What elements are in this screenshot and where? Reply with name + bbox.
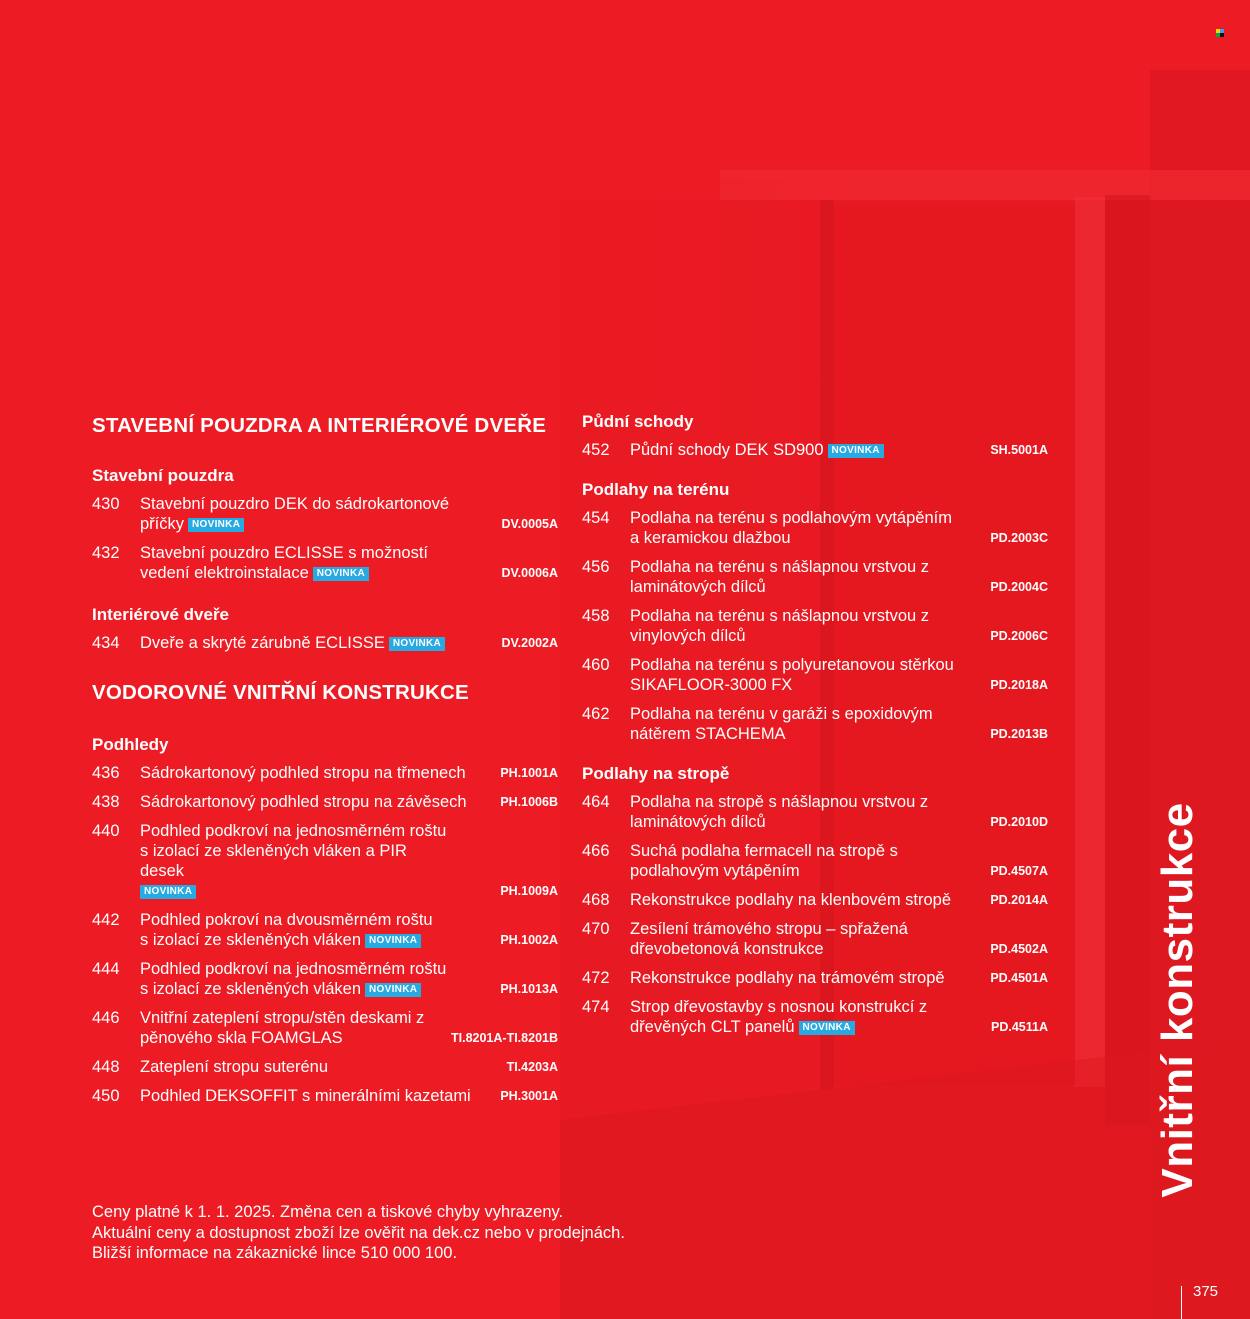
list-item xyxy=(92,494,562,534)
item-text: Stavební pouzdro DEK do sádrokartonové příčky NOVINKA xyxy=(140,495,450,533)
item-text: Zesílení trámového stropu – spřažená dřevobetonová konstrukce xyxy=(630,920,908,958)
item-code: PH.1002A xyxy=(500,933,558,947)
list-item xyxy=(582,440,1052,460)
item-number: 466 xyxy=(582,842,610,860)
page-number: 375 xyxy=(1193,1283,1219,1300)
novinka-badge: NOVINKA xyxy=(313,567,369,581)
item-code: PH.3001A xyxy=(500,1089,558,1103)
group-title: Stavební pouzdra xyxy=(92,466,234,485)
list-item xyxy=(92,1086,562,1106)
item-number: 458 xyxy=(582,607,610,625)
list-item xyxy=(582,655,1052,695)
item-number: 436 xyxy=(92,764,120,782)
list-item xyxy=(92,910,562,950)
item-text: Rekonstrukce podlahy na klenbovém stropě xyxy=(630,891,952,909)
item-text: Podhled DEKSOFFIT s minerálními kazetami xyxy=(140,1087,471,1105)
group-title: Podhledy xyxy=(92,735,169,754)
list-item xyxy=(92,959,562,999)
item-number: 434 xyxy=(92,634,120,652)
list-item xyxy=(582,606,1052,646)
item-number: 468 xyxy=(582,891,610,909)
right-column xyxy=(582,412,1052,1037)
item-text: Suchá podlaha fermacell na stropě s podlahovým vytápěním xyxy=(630,842,898,880)
item-number: 456 xyxy=(582,558,610,576)
item-code: PD.2003C xyxy=(990,531,1048,545)
item-number: 430 xyxy=(92,495,120,513)
list-item xyxy=(92,763,562,783)
item-text: Půdní schody DEK SD900 NOVINKA xyxy=(630,440,970,460)
item-number: 446 xyxy=(92,1009,120,1027)
item-text: Podlaha na terénu s polyuretanovou stěrkou SIKAFLOOR-3000 FX xyxy=(630,656,954,694)
item-text: Podlaha na terénu s nášlapnou vrstvou z vinylových dílců xyxy=(630,607,930,645)
item-text: Strop dřevostavby s nosnou konstrukcí z dřevěných CLT panelů NOVINKA xyxy=(630,998,928,1036)
list-item xyxy=(582,997,1052,1037)
list-item xyxy=(582,704,1052,744)
section-title: STAVEBNÍ POUZDRA A INTERIÉROVÉ DVEŘE xyxy=(92,414,547,437)
item-code: PH.1013A xyxy=(500,982,558,996)
list-item xyxy=(582,968,1052,988)
list-item xyxy=(92,792,562,812)
chapter-side-title-text: Vnitřní konstrukce xyxy=(1153,802,1202,1198)
group-title: Podlahy na terénu xyxy=(582,480,730,499)
item-text: Podhled podkroví na jednosměrném roštu s izolací ze skleněných vláken a PIR desek NOVINKA xyxy=(140,822,447,897)
list-item xyxy=(582,919,1052,959)
item-text: Zateplení stropu suterénu xyxy=(140,1058,329,1076)
item-text: Podlaha na terénu v garáži s epoxidovým nátěrem STACHEMA xyxy=(630,705,933,743)
item-number: 462 xyxy=(582,705,610,723)
novinka-badge: NOVINKA xyxy=(140,885,196,899)
item-number: 440 xyxy=(92,822,120,840)
item-code: PD.2013B xyxy=(990,727,1048,741)
item-text: Stavební pouzdro ECLISSE s možností vedení elektroinstalace NOVINKA xyxy=(140,544,428,582)
list-item xyxy=(582,557,1052,597)
item-code: SH.5001A xyxy=(990,443,1048,457)
item-code: TI.4203A xyxy=(506,1060,558,1074)
item-code: TI.8201A-TI.8201B xyxy=(451,1031,558,1045)
item-text: Podlaha na terénu s nášlapnou vrstvou z laminátových dílců xyxy=(630,558,930,596)
item-text: Vnitřní zateplení stropu/stěn deskami z pěnového skla FOAMGLAS xyxy=(140,1009,425,1047)
item-text: Podhled podkroví na jednosměrném roštu s izolací ze skleněných vláken NOVINKA xyxy=(140,960,447,998)
item-text: Sádrokartonový podhled stropu na třmenech xyxy=(140,764,466,782)
novinka-badge: NOVINKA xyxy=(389,637,445,651)
list-item xyxy=(92,1008,562,1048)
item-number: 452 xyxy=(582,441,610,459)
item-number: 442 xyxy=(92,911,120,929)
item-number: 432 xyxy=(92,544,120,562)
item-code: DV.0006A xyxy=(501,566,558,580)
group-title: Interiérové dveře xyxy=(92,605,230,624)
novinka-badge: NOVINKA xyxy=(365,934,421,948)
list-item xyxy=(582,841,1052,881)
group-title: Půdní schody xyxy=(582,412,694,431)
item-number: 444 xyxy=(92,960,120,978)
novinka-badge: NOVINKA xyxy=(828,444,884,458)
price-note xyxy=(92,1202,625,1264)
item-code: PH.1001A xyxy=(500,766,558,780)
item-text: Rekonstrukce podlahy na trámovém stropě xyxy=(630,969,945,987)
price-note-line: Ceny platné k 1. 1. 2025. Změna cen a tiskové chyby vyhrazeny. xyxy=(92,1203,564,1221)
item-code: PD.2004C xyxy=(990,580,1048,594)
item-number: 472 xyxy=(582,969,610,987)
item-number: 464 xyxy=(582,793,610,811)
item-code: PD.4511A xyxy=(991,1020,1048,1034)
item-number: 448 xyxy=(92,1058,120,1076)
page-divider xyxy=(1181,1286,1182,1319)
item-code: DV.0005A xyxy=(501,517,558,531)
item-text: Podhled pokroví na dvousměrném roštu s izolací ze skleněných vláken NOVINKA xyxy=(140,911,433,949)
list-item xyxy=(92,1057,562,1077)
item-number: 460 xyxy=(582,656,610,674)
item-number: 474 xyxy=(582,998,610,1016)
corner-color-mark xyxy=(1216,26,1226,36)
item-code: PD.2010D xyxy=(990,815,1048,829)
section-title: VODOROVNÉ VNITŘNÍ KONSTRUKCE xyxy=(92,681,469,704)
list-item xyxy=(92,633,562,653)
novinka-badge: NOVINKA xyxy=(188,518,244,532)
list-item xyxy=(92,543,562,583)
item-text: Dveře a skryté zárubně ECLISSE NOVINKA xyxy=(140,633,460,653)
novinka-badge: NOVINKA xyxy=(799,1021,855,1035)
price-note-line: Aktuální ceny a dostupnost zboží lze ověřit na dek.cz nebo v prodejnách. xyxy=(92,1223,625,1242)
item-code: PD.2018A xyxy=(990,678,1048,692)
item-code: PD.2006C xyxy=(990,629,1048,643)
item-code: PH.1006B xyxy=(500,795,558,809)
item-code: PD.4502A xyxy=(990,942,1048,956)
item-number: 470 xyxy=(582,920,610,938)
item-code: PD.2014A xyxy=(990,893,1048,907)
list-item xyxy=(582,890,1052,910)
item-number: 450 xyxy=(92,1087,120,1105)
item-number: 438 xyxy=(92,793,120,811)
item-code: DV.2002A xyxy=(501,636,558,650)
list-item xyxy=(582,792,1052,832)
item-text: Sádrokartonový podhled stropu na závěsech xyxy=(140,793,467,811)
item-text: Podlaha na stropě s nášlapnou vrstvou z laminátových dílců xyxy=(630,793,929,831)
novinka-badge: NOVINKA xyxy=(365,983,421,997)
item-number: 454 xyxy=(582,509,610,527)
list-item xyxy=(92,821,562,901)
price-note-line: Bližší informace na zákaznické lince 510 000 100. xyxy=(92,1244,458,1262)
item-text: Podlaha na terénu s podlahovým vytápěním a keramickou dlažbou xyxy=(630,509,952,547)
item-code: PD.4507A xyxy=(990,864,1048,878)
group-title: Podlahy na stropě xyxy=(582,764,730,783)
left-column xyxy=(92,410,562,1106)
item-code: PD.4501A xyxy=(990,971,1048,985)
item-code: PH.1009A xyxy=(500,884,558,898)
list-item xyxy=(582,508,1052,548)
